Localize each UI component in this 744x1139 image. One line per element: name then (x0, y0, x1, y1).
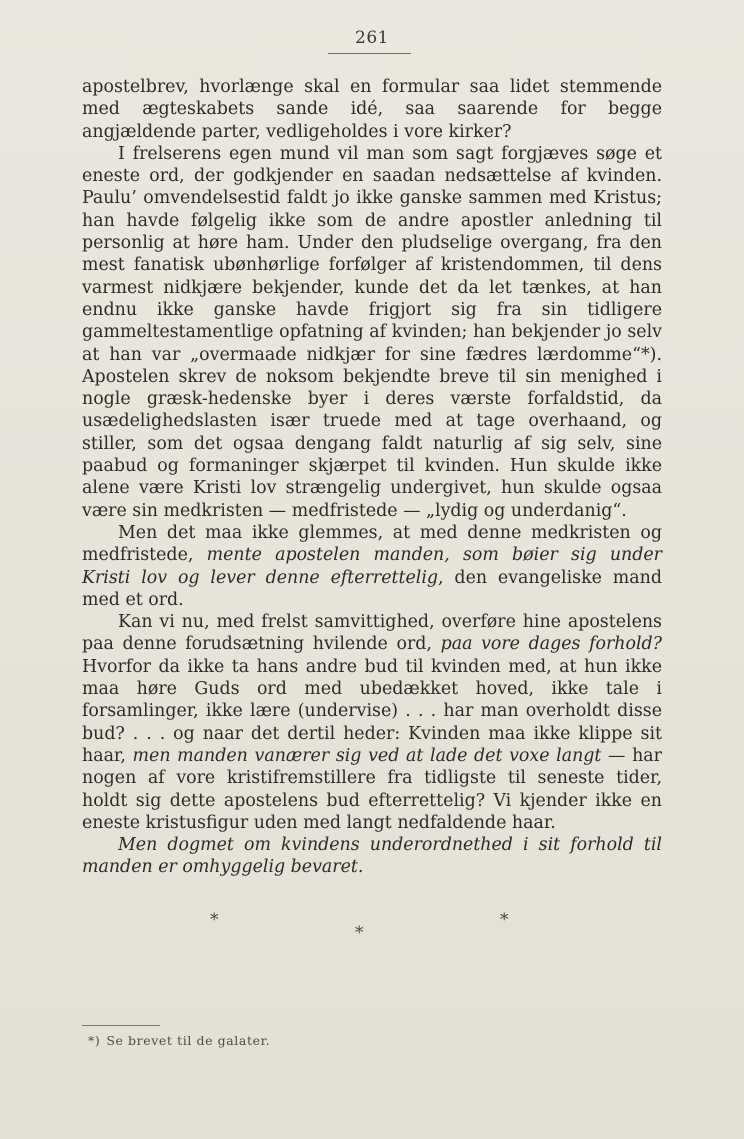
section-separator (0, 910, 744, 950)
text-run: Men det maa ikke glemmes, at med denne medkristen og medfristede, (82, 522, 662, 566)
footnote-rule (82, 1025, 160, 1026)
text-run: — har nogen af vore kristifremstillere fra tidligste til seneste tider, holdt sig dette apostelens bud efterrettelig? Vi kjender ikke en eneste kristusfigur uden med langt nedfaldende haar. (82, 745, 662, 833)
page-number: 261 (355, 28, 389, 48)
separator-star: * (500, 910, 509, 930)
text-run: I frelserens egen mund vil man som sagt forgjæves søge et eneste ord, der godkjender en saadan nedsættelse af kvinden. Paulu’ omvendelsestid faldt jo ikke ganske sammen med Kristus; han havde følgelig ikke som de andre apostler anledning til personlig at høre ham. Under den pludselige overgang, fra den mest fanatisk ubønhørlige forfølger af kristendommen, til dens varmest nidkjære bekjender, kunde det da let tænkes, at han endnu ikke ganske havde frigjort sig fra sin tidligere gammeltestamentlige opfatning af kvinden; han bekjender jo selv at han var „overmaade nidkjær for sine fædres lærdomme“*). Apostelen skrev de noksom bekjendte breve til sin menighed i nogle græsk-hedenske byer i deres værste forfaldstid, da usædelighedslasten især truede med at tage overhaand, og stiller, som det ogsaa dengang faldt naturlig af sig selv, sine paabud og formaninger skjærpet til kvinden. Hun skulde ikke alene være Kristi lov strængelig undergivet, hun skulde ogsaa være sin medkristen — medfristede — „lydig og underdanig“. (82, 143, 662, 521)
italic-text-run: men manden vanærer sig ved at lade det voxe langt (132, 745, 602, 766)
text-run: , den evangeliske mand med et ord. (82, 567, 662, 610)
text-run: Kan vi nu, med frelst samvittighed, overføre hine apostelens paa denne forudsætning hvilende ord, (82, 612, 662, 655)
footnote-mark: *) (88, 1033, 101, 1048)
paragraph (82, 76, 662, 143)
footnote (88, 1033, 270, 1048)
paragraph (82, 834, 662, 879)
page-number-rule (328, 53, 411, 54)
text-run: Hvorfor da ikke ta hans andre bud til kvinden med, at hun ikke maa høre Guds ord med ubedækket hoved, ikke tale i forsamlinger, ikke lære (undervise) . . . har man overholdt disse bud? . . . og naar det dertil heder: Kvinden maa ikke klippe sit haar, (82, 656, 662, 766)
italic-text-run: Men dogmet om kvindens underordnethed i sit forhold til manden er omhyggelig bevaret. (82, 835, 662, 878)
separator-star: * (210, 910, 219, 930)
paragraph (82, 522, 662, 611)
text-run: apostelbrev, hvorlænge skal en formular saa lidet stemmende med ægteskabets sande idé, saa saarende for begge angjældende parter, vedligeholdes i vore kirker? (82, 77, 662, 142)
footnote-text: Se brevet til de galater. (106, 1033, 271, 1048)
paragraph (82, 143, 662, 522)
italic-text-run: paa vore dages forhold? (440, 634, 662, 655)
body-text (82, 76, 662, 879)
italic-text-run: mente apostelen manden, som bøier sig under Kristi lov og lever denne efterrettelig (82, 545, 662, 588)
paragraph (82, 611, 662, 834)
separator-star: * (355, 923, 364, 943)
